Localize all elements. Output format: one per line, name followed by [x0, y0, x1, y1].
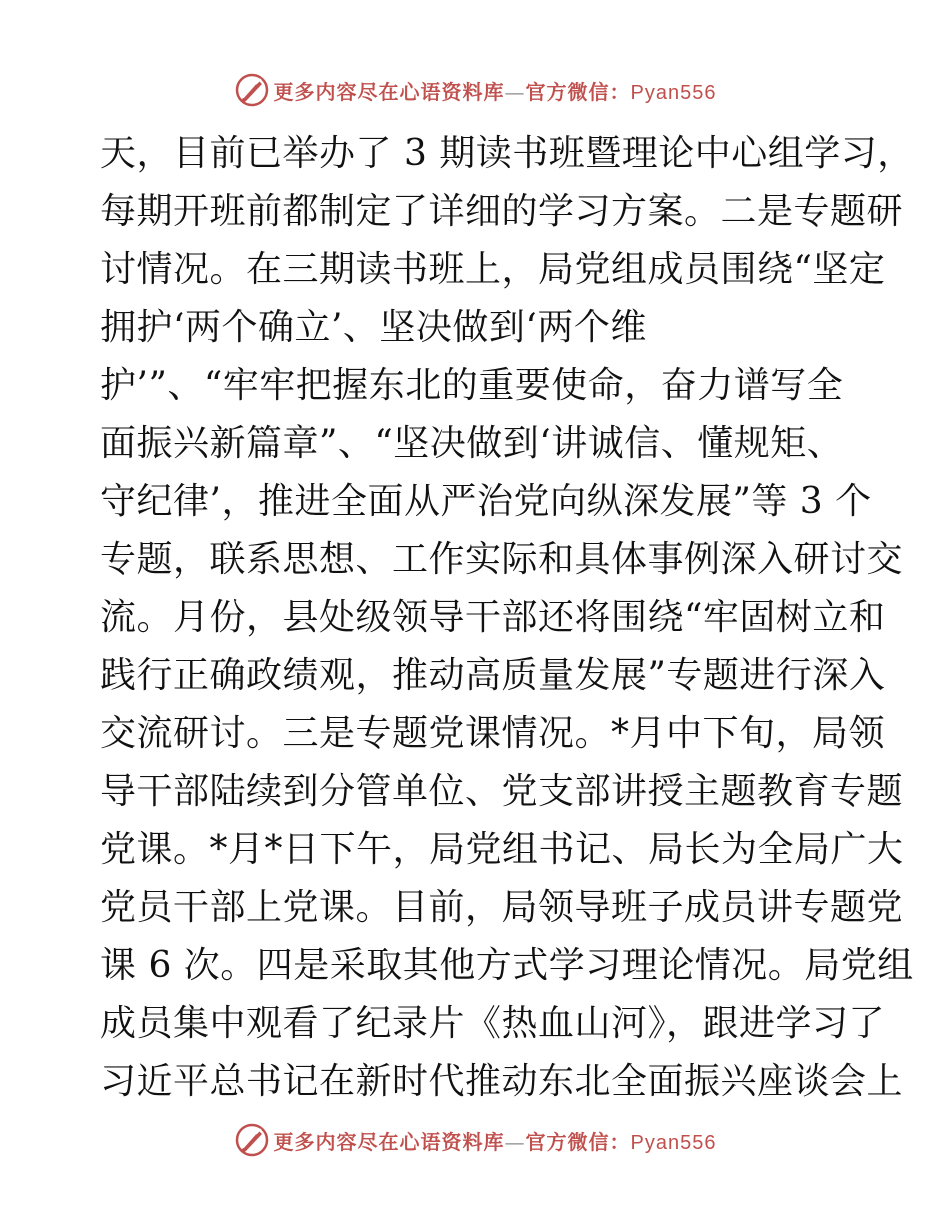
body-line: 讨情况。在三期读书班上，局党组成员围绕“坚定 — [100, 249, 886, 290]
body-line: 拥护‘两个确立’、坚决做到‘两个维 — [100, 307, 647, 348]
body-line: 每期开班前都制定了详细的学习方案。二是专题研 — [100, 191, 904, 232]
body-line: 导干部陆续到分管单位、党支部讲授主题教育专题 — [100, 771, 904, 812]
watermark-wechat-label: 官方微信： — [525, 1129, 631, 1154]
body-line: 党课。*月*日下午，局党组书记、局长为全局广大 — [100, 829, 904, 870]
footer-watermark — [0, 1120, 950, 1160]
body-line: 交流研讨。三是专题党课情况。*月中下旬，局领 — [100, 713, 886, 754]
body-line: 践行正确政绩观，推动高质量发展”专题进行深入 — [100, 655, 886, 696]
body-line: 课 6 次。四是采取其他方式学习理论情况。局党组 — [100, 945, 914, 986]
watermark-site-text: 更多内容尽在心语资料库 — [273, 79, 505, 104]
body-line: 守纪律’，推进全面从严治党向纵深发展”等 3 个 — [100, 481, 872, 522]
watermark-separator: — — [504, 79, 526, 104]
watermark-wechat-handle: Pyan556 — [630, 81, 717, 104]
watermark-separator: — — [504, 1129, 526, 1154]
watermark-text — [274, 76, 717, 105]
body-line: 成员集中观看了纪录片《热血山河》，跟进学习了 — [100, 1003, 886, 1044]
quill-pen-logo-icon — [234, 72, 270, 108]
watermark-site-text: 更多内容尽在心语资料库 — [273, 1129, 505, 1154]
document-body — [100, 125, 914, 1111]
body-line: 党员干部上党课。目前，局领导班子成员讲专题党 — [100, 887, 904, 928]
body-line: 护’”、“牢牢把握东北的重要使命，奋力谱写全 — [100, 365, 844, 406]
quill-pen-logo-icon — [234, 1122, 270, 1158]
watermark-wechat-label: 官方微信： — [525, 79, 631, 104]
body-line: 专题，联系思想、工作实际和具体事例深入研讨交 — [100, 539, 904, 580]
body-line: 习近平总书记在新时代推动东北全面振兴座谈会上 — [100, 1061, 904, 1102]
body-line: 流。月份，县处级领导干部还将围绕“牢固树立和 — [100, 597, 886, 638]
body-line: 天，目前已举办了 3 期读书班暨理论中心组学习， — [100, 133, 914, 174]
watermark-text — [274, 1126, 717, 1155]
body-line: 面振兴新篇章”、“坚决做到‘讲诚信、懂规矩、 — [100, 423, 844, 464]
header-watermark — [0, 70, 950, 110]
watermark-wechat-handle: Pyan556 — [630, 1131, 717, 1154]
